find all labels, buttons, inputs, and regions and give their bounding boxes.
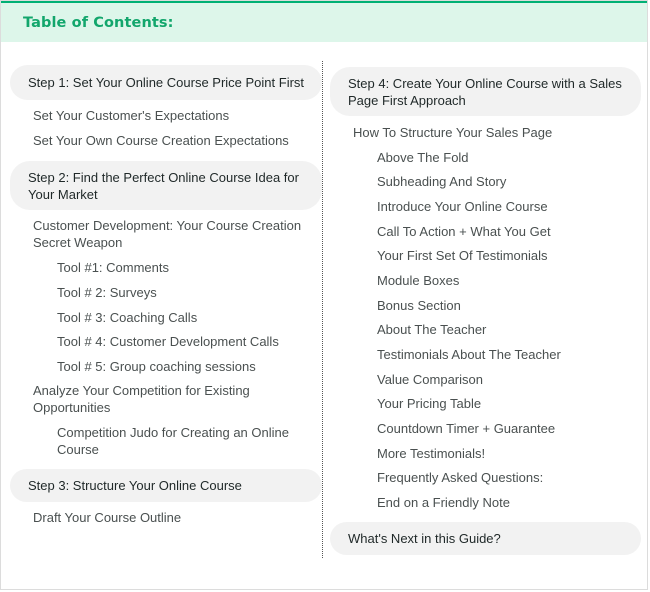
toc-link-whats-next-label: What's Next in this Guide? xyxy=(348,531,501,546)
toc-link-faq[interactable]: Frequently Asked Questions: xyxy=(377,470,544,485)
toc-link-about-the-teacher[interactable]: About The Teacher xyxy=(377,322,487,337)
toc-link-step-2[interactable] xyxy=(10,161,322,210)
toc-link-value-comparison[interactable]: Value Comparison xyxy=(377,372,483,387)
toc-link-countdown-timer[interactable]: Countdown Timer + Guarantee xyxy=(377,421,556,436)
toc-link-course-creation-expectations[interactable]: Set Your Own Course Creation Expectations xyxy=(33,133,289,148)
toc-link-tool-5[interactable]: Tool # 5: Group coaching sessions xyxy=(57,359,256,374)
toc-link-first-testimonials[interactable]: Your First Set Of Testimonials xyxy=(377,248,548,263)
toc-link-teacher-testimonials[interactable]: Testimonials About The Teacher xyxy=(377,347,561,362)
toc-link-step-4-label: Step 4: Create Your Online Course with a Sales Page First Approach xyxy=(348,75,622,108)
toc-link-module-boxes[interactable]: Module Boxes xyxy=(377,273,460,288)
toc-link-whats-next[interactable] xyxy=(330,522,641,555)
toc-link-step-3-label: Step 3: Structure Your Online Course xyxy=(28,478,242,493)
toc-link-step-1[interactable] xyxy=(10,65,322,100)
toc-link-call-to-action[interactable]: Call To Action + What You Get xyxy=(377,224,551,239)
column-divider xyxy=(322,61,323,558)
toc-link-competition-judo[interactable]: Competition Judo for Creating an Online Course xyxy=(57,425,289,457)
toc-link-above-the-fold[interactable]: Above The Fold xyxy=(377,150,469,165)
toc-link-introduce-course[interactable]: Introduce Your Online Course xyxy=(377,199,548,214)
toc-link-draft-outline[interactable]: Draft Your Course Outline xyxy=(33,510,182,525)
toc-link-structure-sales-page[interactable]: How To Structure Your Sales Page xyxy=(353,125,553,140)
toc-link-step-3[interactable] xyxy=(10,469,322,502)
toc-link-step-4[interactable] xyxy=(330,67,641,116)
toc-header xyxy=(1,1,647,42)
toc-link-step-1-label: Step 1: Set Your Online Course Price Point First xyxy=(28,75,305,90)
toc-link-customer-development[interactable]: Customer Development: Your Course Creation Secret Weapon xyxy=(33,218,302,250)
toc-link-tool-1[interactable]: Tool #1: Comments xyxy=(57,260,169,275)
toc-link-friendly-note[interactable]: End on a Friendly Note xyxy=(377,495,510,510)
toc-link-tool-2[interactable]: Tool # 2: Surveys xyxy=(57,285,157,300)
toc-link-bonus-section[interactable]: Bonus Section xyxy=(377,298,461,313)
toc-link-pricing-table[interactable]: Your Pricing Table xyxy=(377,396,482,411)
toc-link-more-testimonials[interactable]: More Testimonials! xyxy=(377,446,486,461)
toc-link-step-2-label: Step 2: Find the Perfect Online Course Idea for Your Market xyxy=(28,169,299,202)
toc-link-customer-expectations[interactable]: Set Your Customer's Expectations xyxy=(33,108,230,123)
toc-link-subheading-and-story[interactable]: Subheading And Story xyxy=(377,174,507,189)
toc-title: Table of Contents: xyxy=(23,14,174,31)
toc-link-analyze-competition[interactable]: Analyze Your Competition for Existing Opportunities xyxy=(33,383,250,415)
toc-link-tool-4[interactable]: Tool # 4: Customer Development Calls xyxy=(57,334,279,349)
toc-link-tool-3[interactable]: Tool # 3: Coaching Calls xyxy=(57,310,198,325)
